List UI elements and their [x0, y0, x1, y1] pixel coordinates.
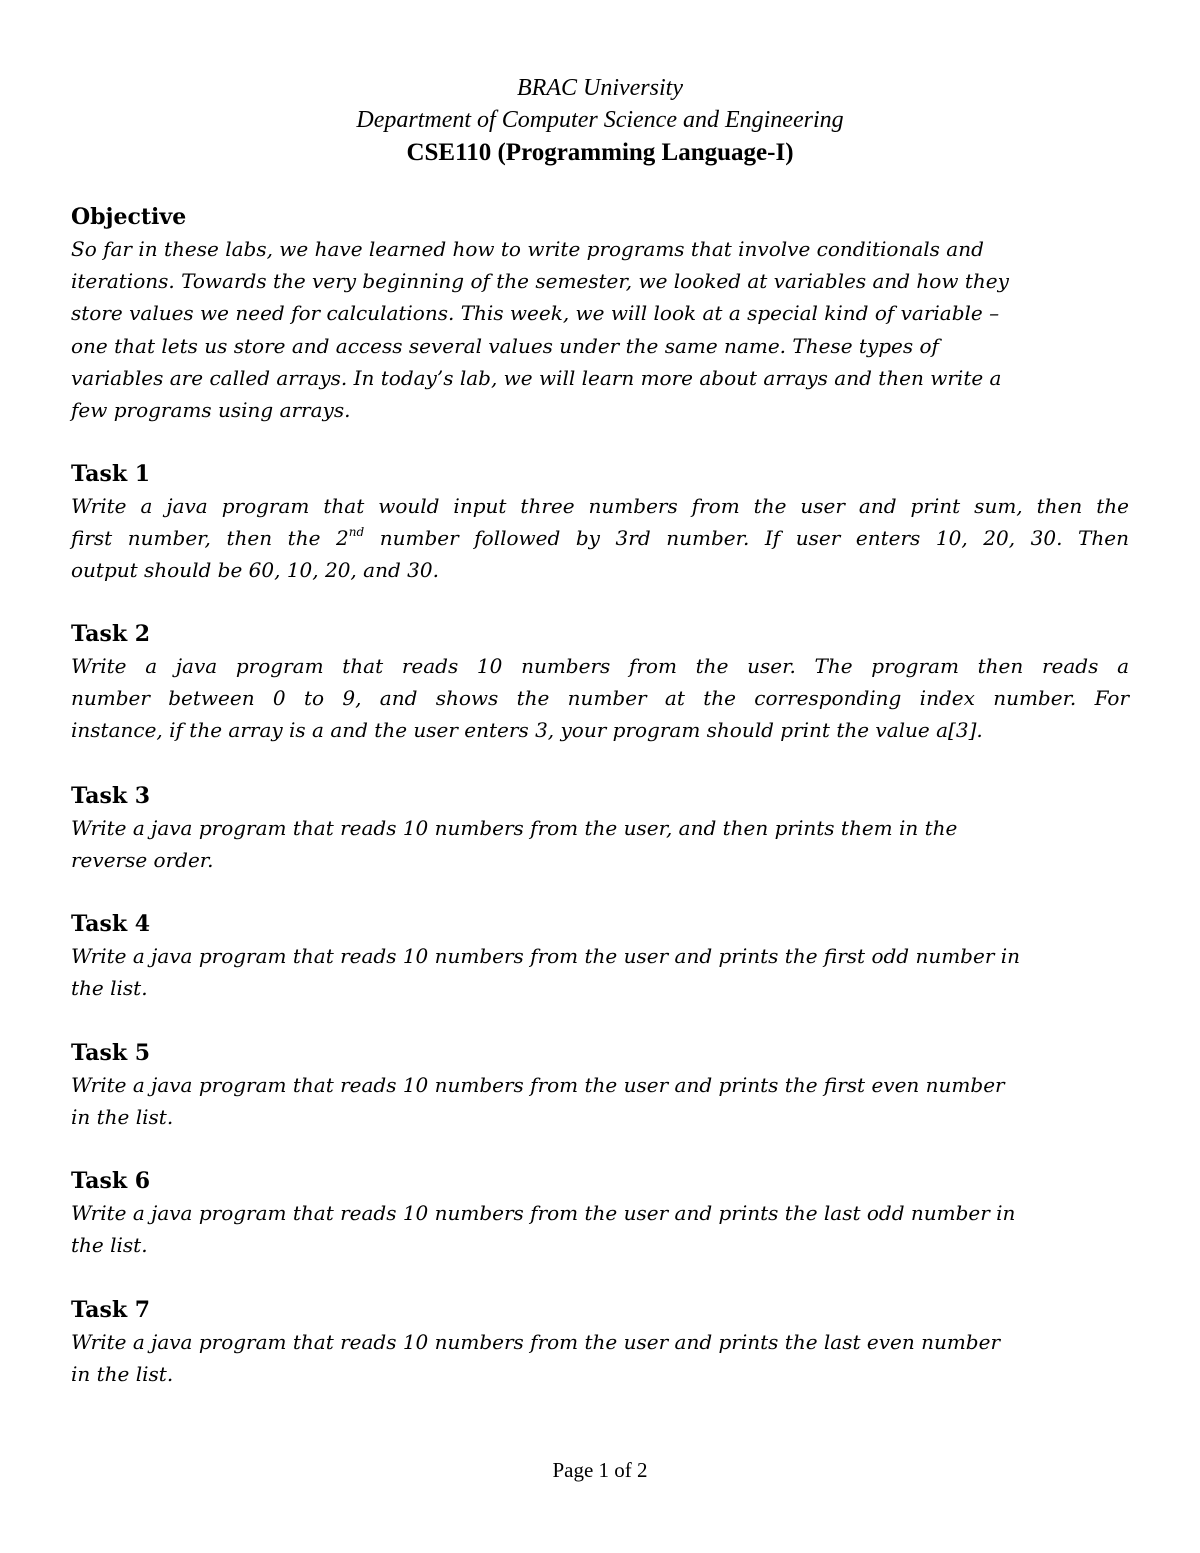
task-3-section	[71, 780, 1131, 876]
task-4-body	[71, 940, 1131, 1004]
task-1-heading: Task 1	[71, 461, 151, 487]
task-1-section	[71, 458, 1131, 587]
task-line: Write a java program that reads 10 numbers from the user and prints the first odd number in	[71, 944, 1021, 968]
task-6-heading: Task 6	[71, 1168, 151, 1194]
task-6-body	[71, 1197, 1131, 1261]
task-7-section	[71, 1294, 1131, 1390]
objective-line: few programs using arrays.	[71, 397, 351, 422]
task-line: Write a java program that reads 10 numbers from the user and prints the last odd number in	[71, 1201, 1016, 1225]
task-line: Write a java program that would input three numbers from the user and print sum, then the	[71, 494, 1129, 518]
document-header	[0, 72, 1200, 170]
task-4-section	[71, 908, 1131, 1004]
task-6-section	[71, 1165, 1131, 1261]
task-3-heading: Task 3	[71, 783, 151, 809]
task-line: Write a java program that reads 10 numbers from the user, and then prints them in the	[71, 816, 958, 840]
task-7-body	[71, 1326, 1131, 1390]
task-line: output should be 60, 10, 20, and 30.	[71, 558, 439, 583]
task-line: in the list.	[71, 1362, 174, 1387]
task-line: the list.	[71, 1233, 148, 1258]
task-5-section	[71, 1037, 1131, 1133]
task-line: in the list.	[71, 1105, 174, 1130]
task-line: the list.	[71, 976, 148, 1001]
objective-body	[71, 233, 1131, 426]
ordinal-suffix: nd	[348, 525, 365, 540]
task-line: Write a java program that reads 10 numbers from the user and prints the first even number	[71, 1073, 1005, 1097]
task-line-part: number followed by 3rd number. If user enters 10, 20, 30. Then	[364, 526, 1129, 551]
task-2-heading: Task 2	[71, 621, 151, 647]
university-name: BRAC University	[517, 75, 683, 101]
page-number: Page 1 of 2	[552, 1458, 648, 1482]
objective-line: store values we need for calculations. This week, we will look at a special kind of variable –	[71, 301, 1000, 326]
objective-heading: Objective	[71, 204, 187, 230]
task-5-heading: Task 5	[71, 1040, 151, 1066]
task-2-body	[71, 650, 1131, 747]
task-line: Write a java program that reads 10 numbers from the user. The program then reads a	[71, 654, 1129, 678]
task-line	[71, 522, 1129, 554]
objective-section	[71, 201, 1131, 426]
task-line: instance, if the array is a and the user enters 3, your program should print the value a[3].	[71, 718, 983, 743]
objective-line: variables are called arrays. In today’s lab, we will learn more about arrays and then write a	[71, 365, 1002, 390]
task-line-part: first number, then the 2	[71, 526, 349, 551]
objective-line: So far in these labs, we have learned how to write programs that involve conditionals and	[71, 237, 984, 261]
department-name: Department of Computer Science and Engineering	[356, 107, 844, 133]
task-5-body	[71, 1069, 1131, 1133]
task-line: reverse order.	[71, 848, 214, 873]
objective-line: one that lets us store and access several values under the same name. These types of	[71, 333, 939, 358]
task-line: Write a java program that reads 10 numbers from the user and prints the last even number	[71, 1330, 1001, 1354]
task-1-body	[71, 490, 1131, 587]
task-3-body	[71, 812, 1131, 876]
task-4-heading: Task 4	[71, 911, 151, 937]
task-line: number between 0 to 9, and shows the number at the corresponding index number. For	[71, 686, 1129, 711]
objective-line: iterations. Towards the very beginning of the semester, we looked at variables and how they	[71, 269, 1009, 294]
course-title: CSE110 (Programming Language-I)	[406, 139, 794, 166]
task-2-section	[71, 618, 1131, 747]
task-7-heading: Task 7	[71, 1297, 151, 1323]
